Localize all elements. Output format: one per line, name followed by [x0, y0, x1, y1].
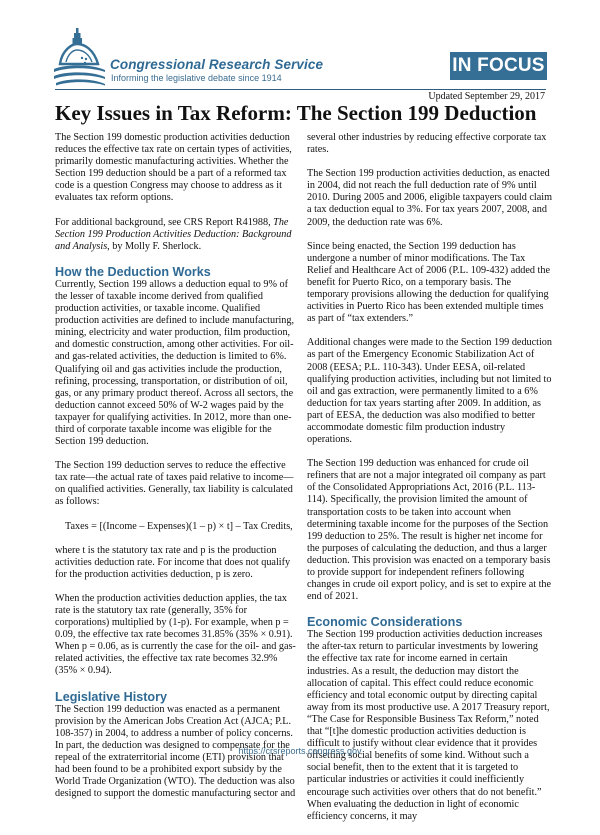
- background-reference: [55, 217, 300, 253]
- body-paragraph: The Section 199 deduction was enhanced for crude oil refiners that are not a major integrated oil company as part of the Consolidated Appropriations Act, 2016 (P.L. 113-114). Specifically, the provision limited the amount of transportation costs to be taken into account when determining taxable income for the purposes of the Section 199 deduction to 25%. The result is higher net income for the purposes of calculating the deduction, and thus a larger deduction. This provision was enacted on a temporary basis to provide support for independent refiners following changes in crude oil export policy, and is set to expire at the end of 2021.: [307, 458, 552, 603]
- body-paragraph: The Section 199 deduction serves to reduce the effective tax rate—the actual rate of taxes paid relative to income—on qualified activities. Generally, tax liability is calculated as follows:: [55, 460, 294, 508]
- body-paragraph: where t is the statutory tax rate and p is the production activities deduction rate. For income that does not qualify for the production activities deduction, p is zero.: [55, 544, 291, 580]
- intro-paragraph: The Section 199 domestic production activities deduction reduces the effective tax rate on certain types of activities, primarily domestic manufacturing activities. Whether the Section 199 deduction should be a part of a reformed tax code is a question Congress may choose to address as it evaluates tax reform options.: [55, 132, 292, 204]
- report-title-link: The Section 199 Production Activities Deduction: Background and Analysis: [55, 216, 292, 252]
- section-heading-economic-considerations: Economic Considerations: [307, 615, 463, 630]
- section-heading-how-deduction-works: How the Deduction Works: [55, 264, 211, 279]
- brand-tagline: Informing the legislative debate since 1914: [111, 73, 282, 83]
- header-divider: [55, 89, 546, 90]
- updated-date: Updated September 29, 2017: [428, 91, 545, 102]
- tax-formula: Taxes = [(Income – Expenses)(1 – p) × t] – Tax Credits,: [65, 520, 293, 532]
- body-paragraph: Since being enacted, the Section 199 deduction has undergone a number of minor modifications. The Tax Relief and Healthcare Act of 2006 (P.L. 109-432) added the benefit for Puerto Rico, on a temporary basis. The temporary provisions allowing the deduction for qualifying activities in Puerto Rico has been extended multiple times as part of “tax extenders.”: [307, 240, 551, 325]
- page-header: [0, 0, 600, 105]
- reference-suffix: , by Molly F. Sherlock.: [107, 240, 202, 252]
- body-paragraph: Additional changes were made to the Section 199 deduction as part of the Emergency Economic Stabilization Act of 2008 (EESA; P.L. 110-343). Under EESA, oil-related qualifying production activities, including but not limited to oil and gas extraction, were permanently limited to a 6% deduction for tax years starting after 2009. In addition, as part of EESA, the deduction was also modified to better accommodate domestic film production industry operations.: [307, 337, 552, 446]
- body-paragraph: several other industries by reducing effective corporate tax rates.: [307, 132, 547, 156]
- in-focus-badge: IN FOCUS: [450, 52, 547, 80]
- body-paragraph: When the production activities deduction applies, the tax rate is the statutory tax rate (generally, 35% for corporations) multiplied by (1-p). For example, when p = 0.09, the effective tax rate becomes 31.85% (35% × 0.91). When p = 0.06, as is currently the case for the oil- and gas-related activities, the effective tax rate becomes 32.9% (35% × 0.94).: [55, 592, 296, 677]
- body-paragraph: The Section 199 production activities deduction, as enacted in 2004, did not reach the full deduction rate of 9% until 2010. During 2005 and 2006, eligible taxpayers could claim a tax deduction equal to 3%. For tax years 2007, 2008, and 2009, the deduction rate was 6%.: [307, 168, 553, 228]
- footer-url-link[interactable]: https://crsreports.congress.gov: [238, 746, 362, 756]
- body-paragraph: The Section 199 production activities deduction increases the after-tax return to particular investments by lowering the effective tax rate for income earned in certain industries. As a result, the deduction may distort the allocation of capital. This effect could reduce economic efficiency and total economic output by directing capital away from its most productive use. A 2017 Treasury report, “The Case for Responsible Business Tax Reform,” noted that “[t]he domestic production activities deduction is difficult to justify without clear evidence that it provides offsetting social benefits of some kind. Without such a social benefit, then to the extent that it is targeted to particular industries or activities it could inefficiently encourage such activities over others that do not benefit.” When evaluating the deduction in light of economic efficiency concerns, it may: [307, 629, 550, 822]
- brand-name: Congressional Research Service: [110, 57, 324, 72]
- capitol-dome-icon: [52, 28, 107, 86]
- left-column: [55, 132, 300, 812]
- section-heading-legislative-history: Legislative History: [55, 689, 167, 704]
- body-paragraph: Currently, Section 199 allows a deduction equal to 9% of the lesser of taxable income derived from qualified production activities, or taxable income. Qualified production activities are defined to include manufacturing, mining, electricity and water production, film production, and domestic construction, among other activities. For oil- and gas-related activities, the deduction is limited to 6%. Qualifying oil and gas activities include the production, refining, processing, transportation, or distribution of oil, gas, or any primary product thereof. Across all sectors, the deduction cannot exceed 50% of W-2 wages paid by the taxpayer for qualifying activities. In 2012, more than one-third of corporate taxable income was eligible for the Section 199 deduction.: [55, 278, 295, 448]
- reference-prefix: For additional background, see CRS Report R41988,: [55, 216, 274, 228]
- page-title: Key Issues in Tax Reform: The Section 199 Deduction: [55, 101, 537, 125]
- body-paragraph: The Section 199 deduction was enacted as a permanent provision by the American Jobs Creation Act (AJCA; P.L. 108-357) in 2004, to address a number of policy concerns. In part, the deduction was designed to compensate for the repeal of the extraterritorial income (ETI) provision that had been found to be a prohibited export subsidy by the World Trade Organization (WTO). The deduction was also designed to support the domestic manufacturing sector and: [55, 703, 296, 800]
- right-column: [307, 132, 552, 835]
